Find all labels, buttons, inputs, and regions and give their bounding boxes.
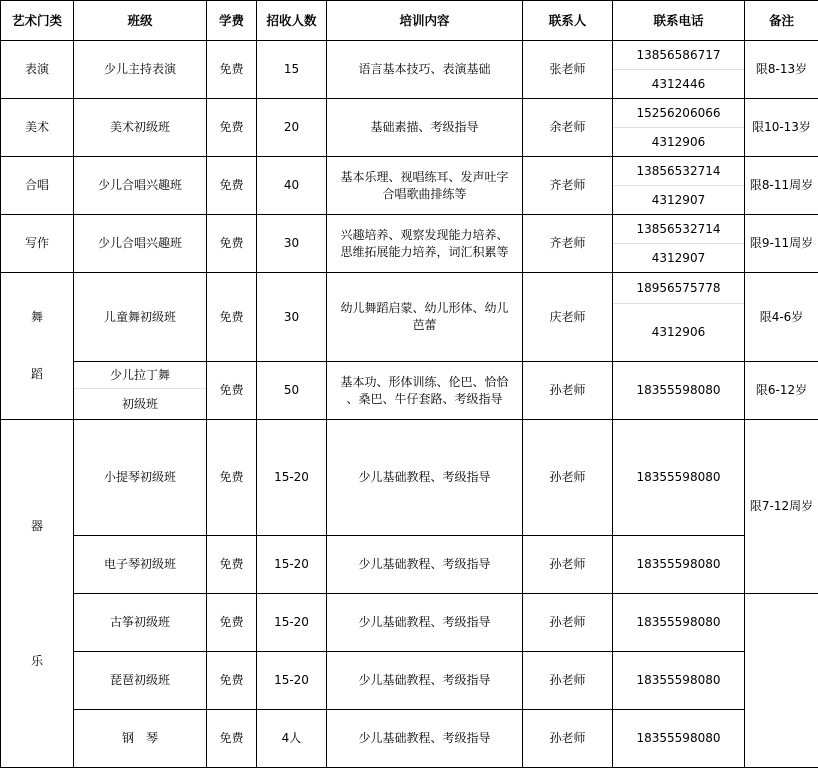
content-cell <box>327 215 523 273</box>
phone-cell: 18355598080 <box>613 362 745 420</box>
contact-cell: 张老师 <box>523 41 613 99</box>
note-cell-empty <box>745 594 818 768</box>
class-line: 初级班 <box>74 389 206 419</box>
phone-cell: 18355598080 <box>613 420 745 536</box>
class-cell: 少儿合唱兴趣班 <box>74 157 207 215</box>
fee-cell: 免费 <box>207 157 257 215</box>
table-row <box>1 99 818 157</box>
category-cell: 写作 <box>1 215 74 273</box>
fee-cell: 免费 <box>207 41 257 99</box>
content-cell: 基础素描、考级指导 <box>327 99 523 157</box>
landline-number: 4312446 <box>613 70 744 98</box>
content-line: 基本乐理、视唱练耳、发声吐字 <box>330 169 519 186</box>
content-cell: 少儿基础教程、考级指导 <box>327 420 523 536</box>
header-fee: 学费 <box>207 1 257 41</box>
contact-cell: 齐老师 <box>523 215 613 273</box>
contact-cell: 孙老师 <box>523 536 613 594</box>
contact-cell: 孙老师 <box>523 594 613 652</box>
category-cell: 合唱 <box>1 157 74 215</box>
fee-cell: 免费 <box>207 273 257 362</box>
contact-cell: 孙老师 <box>523 420 613 536</box>
fee-cell: 免费 <box>207 536 257 594</box>
mobile-number: 18956575778 <box>613 273 744 304</box>
table-row <box>1 273 818 362</box>
count-cell: 20 <box>257 99 327 157</box>
header-contact: 联系人 <box>523 1 613 41</box>
contact-cell: 庆老师 <box>523 273 613 362</box>
header-count: 招收人数 <box>257 1 327 41</box>
class-cell: 电子琴初级班 <box>74 536 207 594</box>
category-char: 器 <box>4 518 70 535</box>
table-row <box>1 420 818 536</box>
class-cell: 古筝初级班 <box>74 594 207 652</box>
fee-cell: 免费 <box>207 420 257 536</box>
header-row <box>1 1 818 41</box>
fee-cell: 免费 <box>207 594 257 652</box>
class-line: 少儿拉丁舞 <box>74 362 206 389</box>
fee-cell: 免费 <box>207 215 257 273</box>
class-cell: 小提琴初级班 <box>74 420 207 536</box>
class-cell <box>74 362 207 420</box>
category-char: 舞 <box>4 309 70 326</box>
content-line: 合唱歌曲排练等 <box>330 186 519 203</box>
table-row <box>1 215 818 273</box>
phone-cell <box>613 215 745 273</box>
class-cell: 琵琶初级班 <box>74 652 207 710</box>
contact-cell: 孙老师 <box>523 710 613 768</box>
mobile-number: 13856532714 <box>613 215 744 244</box>
class-cell: 儿童舞初级班 <box>74 273 207 362</box>
phone-cell: 18355598080 <box>613 710 745 768</box>
count-cell: 30 <box>257 273 327 362</box>
class-cell: 少儿主持表演 <box>74 41 207 99</box>
landline-number: 4312906 <box>613 304 744 361</box>
category-cell: 美术 <box>1 99 74 157</box>
header-category: 艺术门类 <box>1 1 74 41</box>
fee-cell: 免费 <box>207 99 257 157</box>
category-cell-music <box>1 420 74 768</box>
note-cell: 限9-11周岁 <box>745 215 818 273</box>
category-cell-dance <box>1 273 74 420</box>
table-row <box>1 157 818 215</box>
content-cell: 少儿基础教程、考级指导 <box>327 652 523 710</box>
count-cell: 30 <box>257 215 327 273</box>
content-line: 、桑巴、牛仔套路、考级指导 <box>330 391 519 408</box>
content-line: 思维拓展能力培养，词汇积累等 <box>330 244 519 261</box>
phone-cell <box>613 157 745 215</box>
count-cell: 15-20 <box>257 652 327 710</box>
phone-cell <box>613 41 745 99</box>
table-row <box>1 652 818 710</box>
phone-cell <box>613 273 745 362</box>
header-content: 培训内容 <box>327 1 523 41</box>
content-line: 芭蕾 <box>330 317 519 334</box>
count-cell: 15-20 <box>257 594 327 652</box>
content-cell <box>327 273 523 362</box>
count-cell: 40 <box>257 157 327 215</box>
table-row <box>1 594 818 652</box>
table-row <box>1 41 818 99</box>
category-cell: 表演 <box>1 41 74 99</box>
phone-cell: 18355598080 <box>613 536 745 594</box>
contact-cell: 齐老师 <box>523 157 613 215</box>
contact-cell: 孙老师 <box>523 652 613 710</box>
content-cell: 少儿基础教程、考级指导 <box>327 710 523 768</box>
header-phone: 联系电话 <box>613 1 745 41</box>
content-cell: 少儿基础教程、考级指导 <box>327 536 523 594</box>
note-cell: 限8-11周岁 <box>745 157 818 215</box>
note-cell: 限6-12岁 <box>745 362 818 420</box>
landline-number: 4312907 <box>613 244 744 272</box>
landline-number: 4312907 <box>613 186 744 214</box>
contact-cell: 余老师 <box>523 99 613 157</box>
header-note: 备注 <box>745 1 818 41</box>
note-cell: 限8-13岁 <box>745 41 818 99</box>
content-line: 幼儿舞蹈启蒙、幼儿形体、幼儿 <box>330 300 519 317</box>
content-cell <box>327 362 523 420</box>
note-cell: 限10-13岁 <box>745 99 818 157</box>
note-cell: 限7-12周岁 <box>745 420 818 594</box>
class-cell: 美术初级班 <box>74 99 207 157</box>
phone-cell: 18355598080 <box>613 652 745 710</box>
count-cell: 50 <box>257 362 327 420</box>
content-cell: 语言基本技巧、表演基础 <box>327 41 523 99</box>
phone-cell: 18355598080 <box>613 594 745 652</box>
class-cell: 钢 琴 <box>74 710 207 768</box>
content-line: 基本功、形体训练、伦巴、恰恰 <box>330 374 519 391</box>
table-row <box>1 362 818 420</box>
mobile-number: 13856586717 <box>613 41 744 70</box>
table-row <box>1 536 818 594</box>
fee-cell: 免费 <box>207 710 257 768</box>
landline-number: 4312906 <box>613 128 744 156</box>
phone-cell <box>613 99 745 157</box>
count-cell: 4人 <box>257 710 327 768</box>
content-line: 兴趣培养、观察发现能力培养、 <box>330 227 519 244</box>
content-cell <box>327 157 523 215</box>
count-cell: 15-20 <box>257 420 327 536</box>
note-cell: 限4-6岁 <box>745 273 818 362</box>
count-cell: 15-20 <box>257 536 327 594</box>
fee-cell: 免费 <box>207 652 257 710</box>
class-cell: 少儿合唱兴趣班 <box>74 215 207 273</box>
count-cell: 15 <box>257 41 327 99</box>
mobile-number: 15256206066 <box>613 99 744 128</box>
content-cell: 少儿基础教程、考级指导 <box>327 594 523 652</box>
table-row <box>1 710 818 768</box>
category-char: 蹈 <box>4 366 70 383</box>
category-char: 乐 <box>4 653 70 670</box>
mobile-number: 13856532714 <box>613 157 744 186</box>
contact-cell: 孙老师 <box>523 362 613 420</box>
fee-cell: 免费 <box>207 362 257 420</box>
header-class: 班级 <box>74 1 207 41</box>
